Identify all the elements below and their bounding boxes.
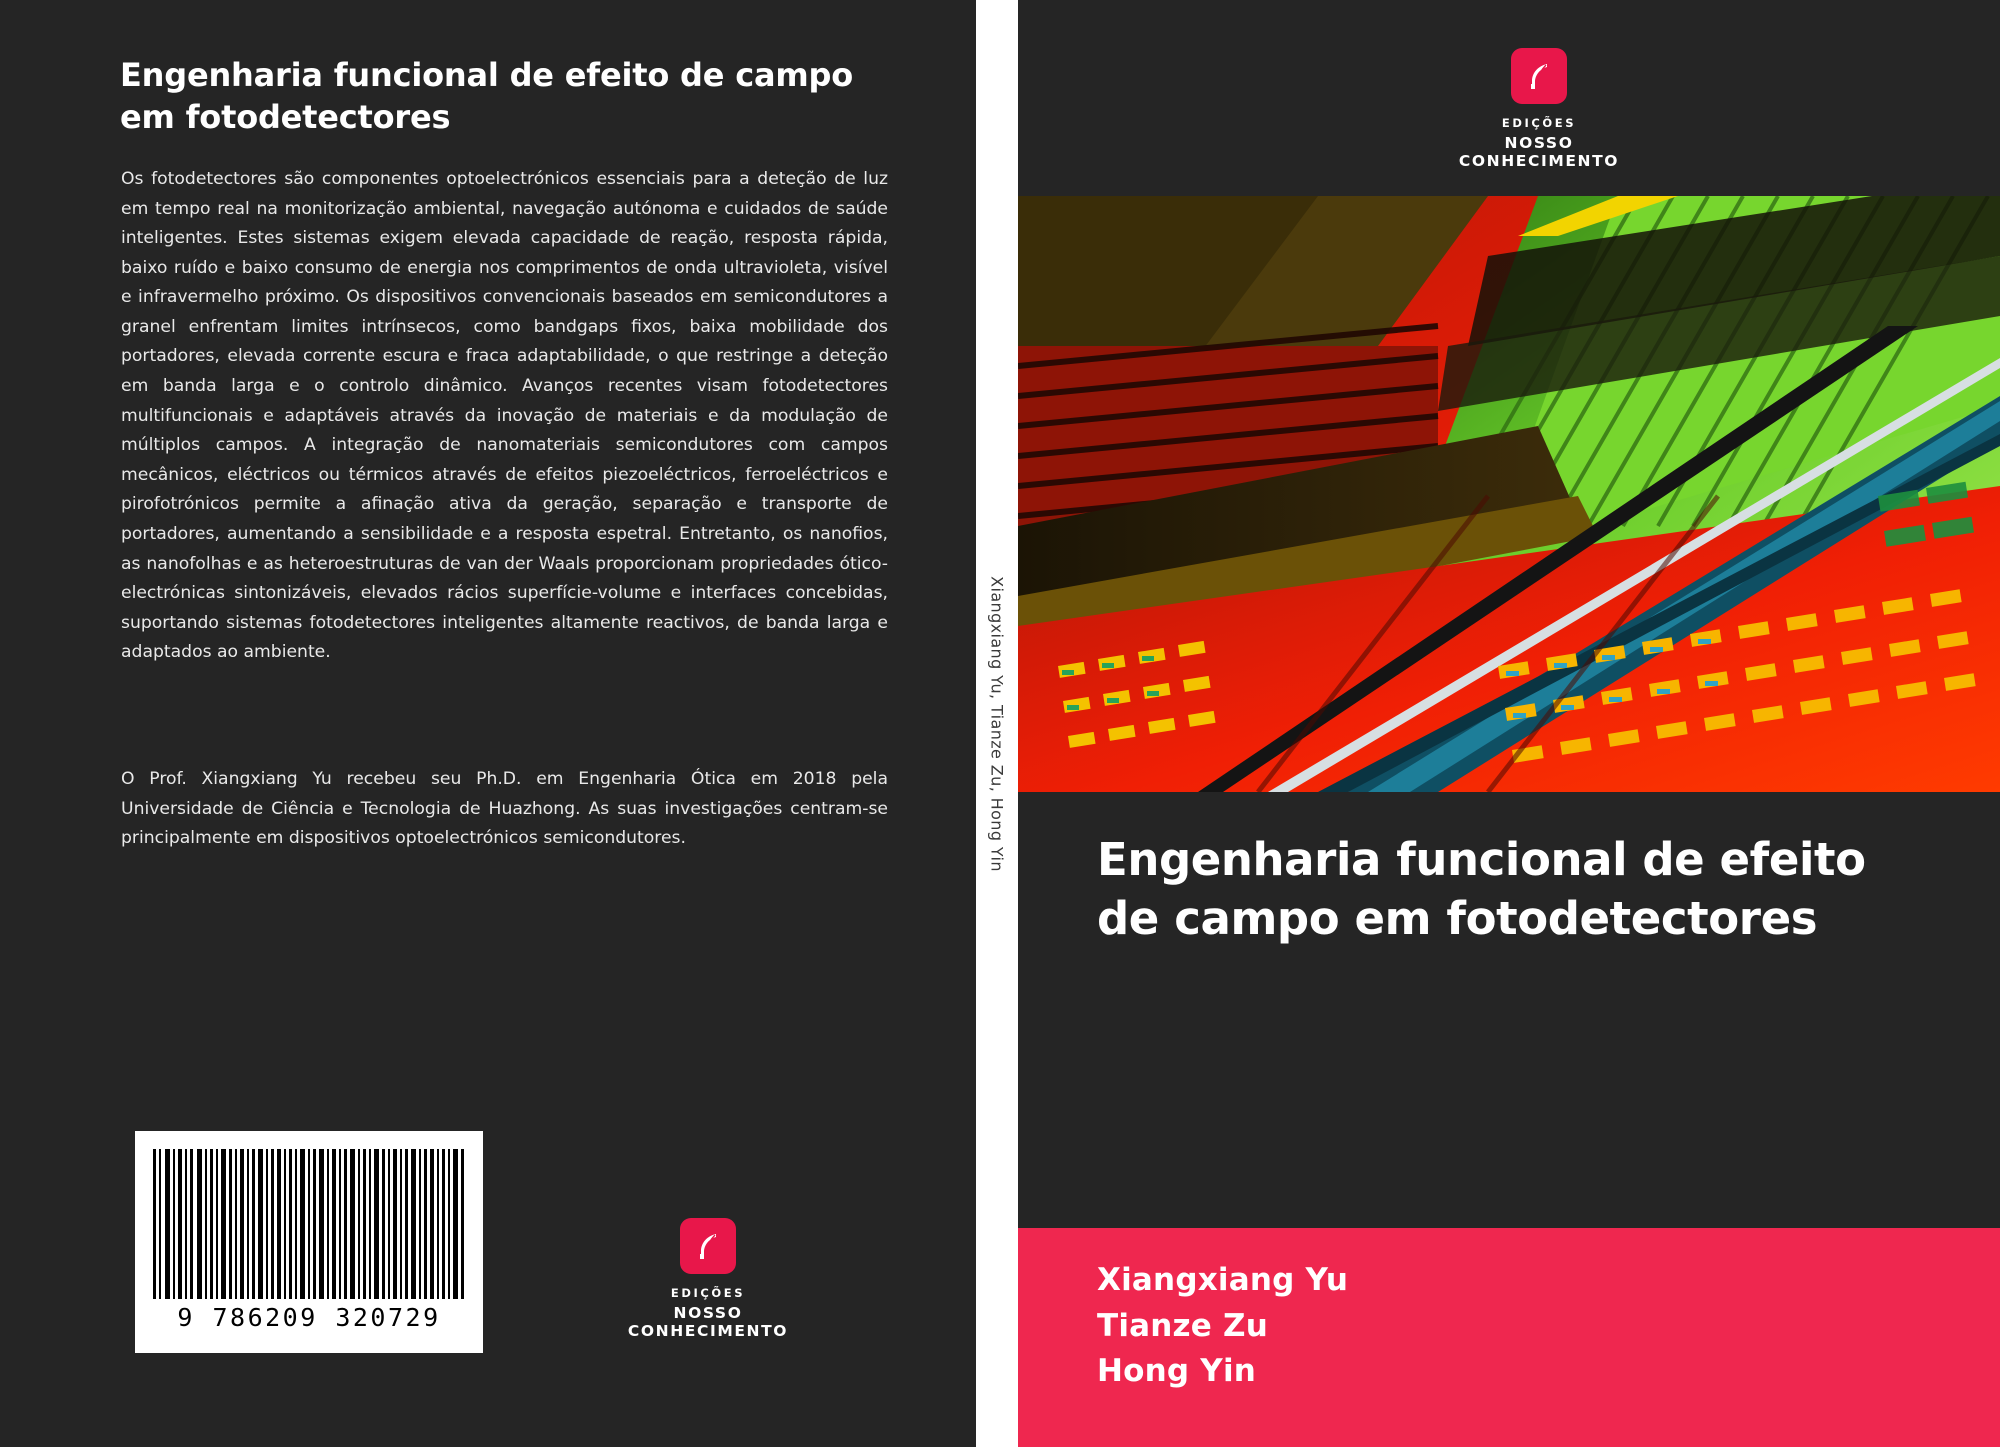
- author-name: Hong Yin: [1097, 1353, 1257, 1390]
- front-cover-title: Engenharia funcional de efeito de campo em fotodetectores: [1097, 833, 1866, 946]
- author-list: [1097, 1258, 1348, 1395]
- book-spine: [976, 0, 1018, 1447]
- publisher-logo-back: [598, 1218, 818, 1340]
- back-cover-panel: [0, 0, 976, 1447]
- publisher-name-line2: NOSSO CONHECIMENTO: [1458, 134, 1620, 170]
- author-biography: O Prof. Xiangxiang Yu recebeu seu Ph.D. em Engenharia Ótica em 2018 pela Universidade de Ciência e Tecnologia de Huazhong. As suas investigações centram-se principalmente em dispositivos optoelectrónicos semicondutores.: [121, 769, 888, 849]
- back-cover-abstract: Os fotodetectores são componentes optoelectrónicos essenciais para a deteção de luz em tempo real na monitorização ambiental, navegação autónoma e cuidados de saúde inteligentes. Estes sistemas exigem elevada capacidade de reação, resposta rápida, baixo ruído e baixo consumo de energia nos comprimentos de onda ultravioleta, visível e infravermelho próximo. Os dispositivos convencionais baseados em semicondutores a granel enfrentam limites intrínsecos, como bandgaps fixos, baixa mobilidade dos portadores, elevada corrente escura e fraca adaptabilidade, o que restringe a deteção em banda larga e o controlo dinâmico. Avanços recentes visam fotodetectores multifuncionais e adaptáveis através da inovação de materiais e da modulação de múltiplos campos. A integração de nanomateriais semicondutores com campos mecânicos, eléctricos ou térmicos através de efeitos piezoeléctricos, ferroeléctricos e pirofotrónicos permite a afinação ativa da geração, separação e transporte de portadores, aumentando a sensibilidade e a resposta espetral. Entretanto, os nanofios, as nanofolhas e as heteroestruturas de van der Waals proporcionam propriedades ótico-electrónicas sintonizáveis, elevados rácios superfície-volume e interfaces concebidas, suportando sistemas fotodetectores inteligentes altamente reactivos, de banda larga e adaptados ao ambiente.: [121, 169, 888, 663]
- back-cover-title: Engenharia funcional de efeito de campo em fotodetectores: [120, 56, 853, 136]
- publisher-name-line1: EDIÇÕES: [670, 1286, 746, 1300]
- publisher-name-line1: EDIÇÕES: [1501, 116, 1577, 130]
- authors-band: [1018, 1228, 2000, 1447]
- feather-quill-icon: [680, 1218, 736, 1274]
- spine-authors: Xiangxiang Yu, Tianze Zu, Hong Yin: [987, 575, 1007, 872]
- publisher-logo-front: [1434, 48, 1644, 170]
- author-name: Tianze Zu: [1097, 1307, 1268, 1344]
- author-name: Xiangxiang Yu: [1097, 1262, 1349, 1298]
- barcode: [135, 1131, 483, 1353]
- publisher-name-line2: NOSSO CONHECIMENTO: [627, 1304, 789, 1340]
- cover-artwork: [1018, 196, 2000, 792]
- barcode-digits: 9 786209 320729: [177, 1303, 441, 1332]
- feather-quill-icon: [1511, 48, 1567, 104]
- barcode-bars-icon: [151, 1149, 467, 1299]
